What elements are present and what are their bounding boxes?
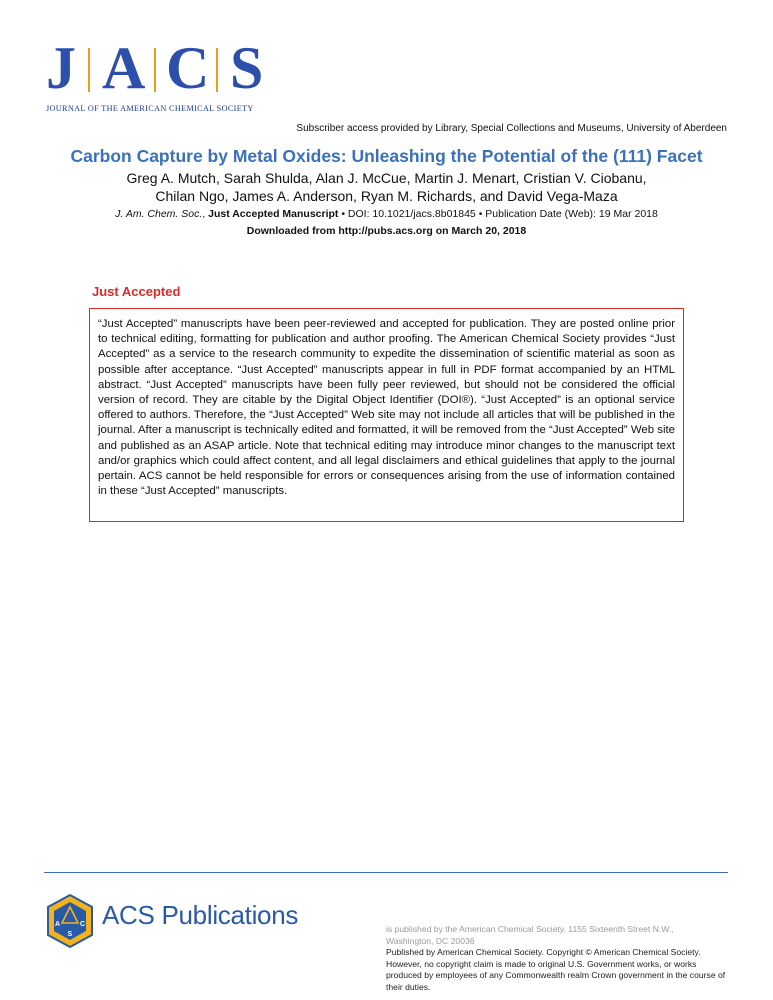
footer-divider [44,872,728,873]
jacs-logo-letter-a: A [102,35,146,101]
acs-hex-letter-a: A [55,921,61,928]
copyright-statement: Published by American Chemical Society. Copyright © American Chemical Society. However, no copyright claim is made to original U.S. Government works, or works produced by employees of any Commonwealth realm Crown government in the course of their duties. [386,947,726,992]
jacs-logo-letter-s: S [230,35,264,101]
jacs-logo-separator [88,48,90,92]
citation-comma: , [202,208,206,220]
acs-publications-wordmark: ACS Publications [102,900,299,930]
publisher-address-line: is published by the American Chemical Society. 1155 Sixteenth Street N.W., [386,924,674,934]
jacs-logo-separator [216,48,218,92]
manuscript-status: Just Accepted Manuscript [208,208,339,220]
journal-abbreviation: J. Am. Chem. Soc. [115,208,203,220]
acs-publications-logo [44,893,299,953]
publisher-footer-note [386,924,726,994]
article-title: Carbon Capture by Metal Oxides: Unleashing the Potential of the (111) Facet [70,146,703,166]
acs-hex-letter-c: C [80,921,86,928]
acs-hex-letter-s: S [67,931,73,938]
subscriber-access-note: Subscriber access provided by Library, Special Collections and Museums, University of Aberdeen [296,123,727,134]
just-accepted-notice-box [89,308,684,522]
just-accepted-notice-text: “Just Accepted” manuscripts have been peer-reviewed and accepted for publication. They are posted online prior to technical editing, formatting for publication and author proofing. The American Chemical Society provides “Just Accepted” as a service to the research community to expedite the dissemination of scientific material as soon as possible after acceptance. “Just Accepted” manuscripts appear in full in PDF format accompanied by an HTML abstract. “Just Accepted” manuscripts have been fully peer reviewed, but should not be considered the official version of record. They are citable by the Digital Object Identifier (DOI®). “Just Accepted” is an optional service offered to authors. Therefore, the “Just Accepted” Web site may not include all articles that will be published in the journal. After a manuscript is technically edited and formatted, it will be removed from the “Just Accepted” Web site and published as an ASAP article. Note that technical editing may introduce minor changes to the manuscript text and/or graphics which could affect content, and all legal disclaimers and ethical guidelines that apply to the journal pertain. ACS cannot be held responsible for errors or consequences arising from the use of information contained in these “Just Accepted” manuscripts. [98,318,675,498]
jacs-logo-letters [44,35,280,102]
just-accepted-heading: Just Accepted [92,284,181,299]
authors-line: Greg A. Mutch, Sarah Shulda, Alan J. McCue, Martin J. Menart, Cristian V. Ciobanu, [126,170,647,186]
jacs-logo-tagline: JOURNAL OF THE AMERICAN CHEMICAL SOCIETY [46,104,254,113]
jacs-logo-separator [154,48,156,92]
article-authors [0,169,773,205]
download-note: Downloaded from http://pubs.acs.org on March 20, 2018 [246,225,527,237]
acs-hexagon-icon [44,893,96,949]
jacs-logo [44,35,280,114]
publisher-address-line: Washington, DC 20036 [386,935,475,946]
authors-line: Chilan Ngo, James A. Anderson, Ryan M. Richards, and David Vega-Maza [155,188,618,204]
doi-and-date: • DOI: 10.1021/jacs.8b01845 • Publication Date (Web): 19 Mar 2018 [338,208,658,220]
article-citation [0,208,773,220]
jacs-logo-letter-c: C [166,35,210,101]
jacs-logo-letter-j: J [46,35,76,101]
